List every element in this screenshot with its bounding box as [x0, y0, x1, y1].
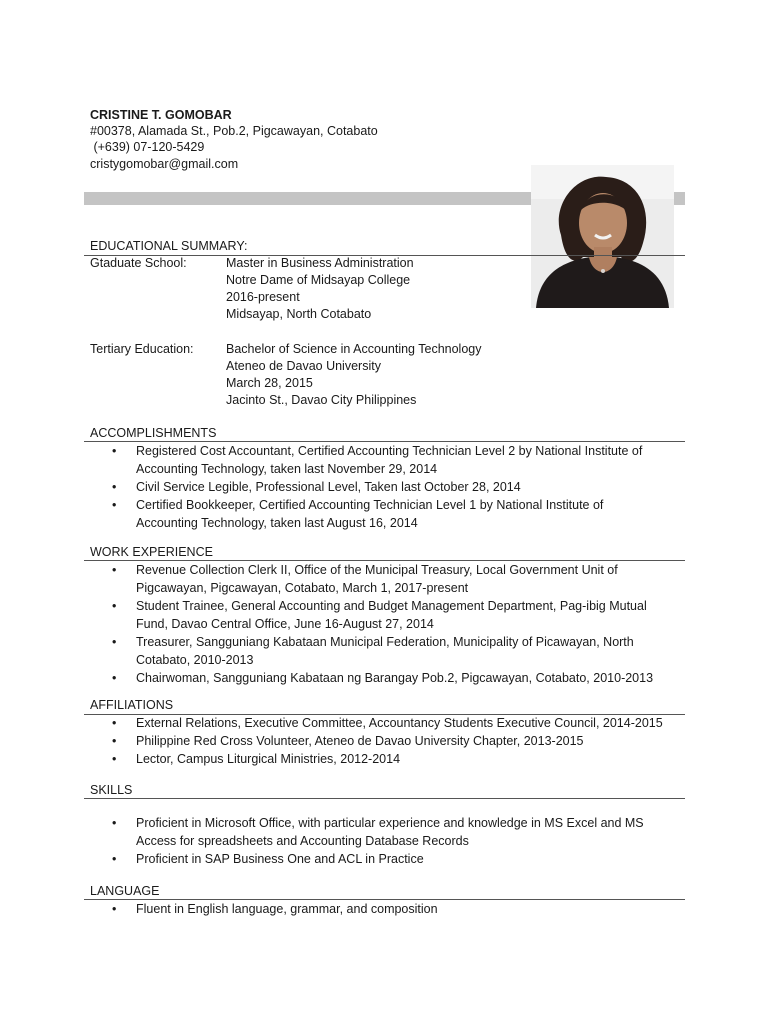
address: #00378, Alamada St., Pob.2, Pigcawayan, Cotabato [90, 124, 378, 138]
tertiary-education-details [226, 341, 482, 409]
graduate-degree: Master in Business Administration [226, 256, 414, 270]
list-item: • Revenue Collection Clerk II, Office of the Municipal Treasury, Local Government Unit of Pigcawayan, Pigcawayan, Cotabato, March 1, 2017-present [112, 563, 618, 595]
skills-title: SKILLS [90, 783, 133, 797]
graduate-date: 2016-present [226, 290, 300, 304]
list-item: • Fluent in English language, grammar, and composition [112, 902, 438, 916]
accomplishments-list [108, 442, 668, 532]
bullet-icon: • [112, 734, 117, 748]
list-item: • External Relations, Executive Committee, Accountancy Students Executive Council, 2014-2015 [112, 716, 663, 730]
language-title: LANGUAGE [90, 884, 160, 898]
list-item: • Chairwoman, Sangguniang Kabataan ng Barangay Pob.2, Pigcawayan, Cotabato, 2010-2013 [112, 671, 654, 685]
tertiary-date: March 28, 2015 [226, 376, 313, 390]
email: cristygomobar@gmail.com [90, 157, 239, 171]
skills-list [108, 814, 668, 868]
bullet-icon: • [112, 498, 117, 512]
applicant-name: CRISTINE T. GOMOBAR [90, 108, 232, 122]
profile-photo [531, 165, 674, 308]
list-item: • Student Trainee, General Accounting and Budget Management Department, Pag-ibig Mutual Fund, Davao Central Office, June 16-August 27, 2014 [112, 599, 647, 631]
bullet-icon: • [112, 671, 117, 685]
list-item: • Proficient in Microsoft Office, with particular experience and knowledge in MS Excel and MS Access for spreadsheets and Accounting Database Records [112, 816, 644, 848]
tertiary-location: Jacinto St., Davao City Philippines [226, 393, 417, 407]
list-item: • Philippine Red Cross Volunteer, Ateneo de Davao University Chapter, 2013-2015 [112, 734, 584, 748]
accomplishments-title: ACCOMPLISHMENTS [90, 426, 217, 440]
bullet-icon: • [112, 852, 117, 866]
bullet-icon: • [112, 480, 117, 494]
graduate-location: Midsayap, North Cotabato [226, 307, 372, 321]
list-item: • Civil Service Legible, Professional Level, Taken last October 28, 2014 [112, 480, 521, 494]
work-experience-list [108, 561, 668, 687]
affiliations-title: AFFILIATIONS [90, 698, 174, 712]
work-experience-title: WORK EXPERIENCE [90, 545, 213, 559]
graduate-school: Notre Dame of Midsayap College [226, 273, 411, 287]
bullet-icon: • [112, 599, 117, 613]
bullet-icon: • [112, 752, 117, 766]
list-item: • Lector, Campus Liturgical Ministries, 2012-2014 [112, 752, 401, 766]
bullet-icon: • [112, 902, 117, 916]
education-title: EDUCATIONAL SUMMARY: [90, 239, 248, 253]
tertiary-school: Ateneo de Davao University [226, 359, 381, 373]
skills-rule [84, 798, 685, 799]
list-item: • Certified Bookkeeper, Certified Accounting Technician Level 1 by National Institute of Accounting Technology, taken last August 16, 2014 [112, 498, 604, 530]
list-item: • Registered Cost Accountant, Certified Accounting Technician Level 2 by National Institute of Accounting Technology, taken last November 29, 2014 [112, 444, 643, 476]
phone: (+639) 07-120-5429 [90, 140, 205, 154]
language-list [108, 900, 668, 918]
bullet-icon: • [112, 716, 117, 730]
tertiary-education-label: Tertiary Education: [90, 342, 194, 356]
list-item: • Treasurer, Sangguniang Kabataan Municipal Federation, Municipality of Picawayan, North Cotabato, 2010-2013 [112, 635, 634, 667]
bullet-icon: • [112, 816, 117, 830]
graduate-school-label: Gtaduate School: [90, 256, 187, 270]
list-item: • Proficient in SAP Business One and ACL in Practice [112, 852, 424, 866]
graduate-school-details [226, 255, 414, 323]
bullet-icon: • [112, 635, 117, 649]
bullet-icon: • [112, 444, 117, 458]
affiliations-list [108, 714, 668, 768]
bullet-icon: • [112, 563, 117, 577]
tertiary-degree: Bachelor of Science in Accounting Technology [226, 342, 482, 356]
